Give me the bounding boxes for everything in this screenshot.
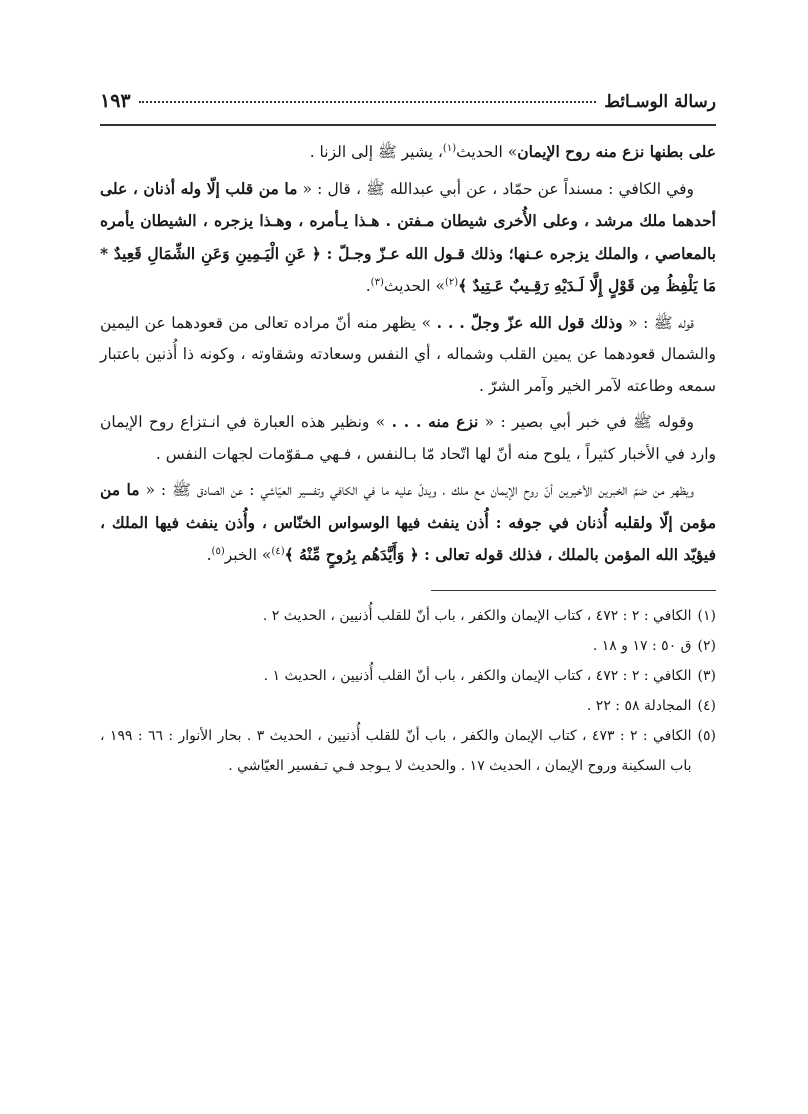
footnote-number: (٤)	[697, 697, 716, 714]
footnote-ref: (١)	[442, 142, 457, 154]
quoted-text: على بطنها نزع منه روح الإيمان	[517, 142, 716, 161]
quoted-text: وذلك قول الله عزّ وجلّ . . .	[436, 312, 623, 332]
footnote-item	[100, 631, 716, 661]
footnote-text: ق ٥٠ : ١٧ و ١٨ .	[592, 637, 692, 654]
header-dot-leader	[139, 101, 597, 103]
text-run: » ونظير هذه العبارة في انـتزاع روح الإيمان وارد في الأخبار كثيراً ، يلوح منه أنّ لها اتّحاد مّا بـالنفس ، فـهي مـقوّمات لجهات النفس .	[100, 413, 716, 463]
footnote-ref: (٥)	[211, 545, 225, 557]
text-run: » الحديث	[456, 143, 518, 161]
running-header	[100, 90, 716, 118]
text-run: » الحديث	[383, 277, 445, 295]
text-run: ، يشير ﷺ إلى الزنا .	[309, 143, 443, 161]
footnote-ref: (٢)	[444, 276, 459, 288]
paragraph-p4	[100, 406, 716, 470]
footnote-ref: (٣)	[370, 276, 384, 288]
footnote-item	[100, 721, 716, 781]
paragraph-p2	[100, 173, 716, 303]
paragraph-p1	[100, 136, 716, 169]
quoted-text: ما من قلب إلّا وله أذنان ، على أحدهما ملك مرشد ، وعلى الأُخرى شيطان مـفتن . هـذا يـأمره ، وهـذا يزجره ، الشيطان يأمره بالمعاصي ، والملك يزجره عـنها؛ وذلك قـول الله عـزّ وجـلّ : ﴿ عَنِ الْيَـمِينِ وَعَنِ الشِّمَالِ قَعِيدٌ * مَا يَلْفِظُ مِن قَوْلٍ إِلَّا لَـدَيْهِ رَقِـيبٌ عَـتِيدٌ ﴾	[100, 178, 716, 295]
footnote-text: الكافي : ٢ : ٤٧٢ ، كتاب الإيمان والكفر ، باب أنّ القلب أُذنيين ، الحديث ١ .	[263, 667, 692, 684]
text-run: .	[206, 546, 212, 564]
footnote-ref: (٤)	[271, 545, 285, 557]
running-title: رسالة الوسـائط	[604, 92, 716, 112]
text-run: » يظهر منه أنّ مراده تعالى من قعودهما عن اليمين والشمال قعودهما عن يمين القلب وشماله ، أي النفس وسعادته وشقاوته ، وكونه ذا أُذنين باعتبار سمعه وطاعته لآمر الخير وآمر الشرّ .	[100, 313, 716, 395]
footnote-number: (٣)	[697, 667, 716, 684]
text-run: » الخبر	[224, 546, 272, 564]
text-run: وقوله ﷺ في خبر أبي بصير : «	[478, 413, 694, 431]
quoted-text: ما من مؤمن إلّا ولقلبه أُذنان في جوفه : أُذن ينفث فيها الوسواس الخنّاس ، وأُذن ينفث فيها الملك ، فيؤيّد الله المؤمن بالملك ، فذلك قوله تعالى : ﴿ وَأَيَّدَهُم بِرُوحٍ مِّنْهُ ﴾	[100, 480, 716, 564]
footnote-text: الكافي : ٢ : ٤٧٣ ، كتاب الإيمان والكفر ، باب أنّ للقلب أُذنيين ، الحديث ٣ . بحار الأنوار : ٦٦ : ١٩٩ ، باب السكينة وروح الإيمان ، الحديث ١٧ . والحديث لا يـوجد فـي تـفسير العيّاشي .	[100, 727, 692, 774]
text-run: قوله ﷺ : «	[622, 313, 694, 332]
footnote-text: المجادلة ٥٨ : ٢٢ .	[586, 697, 692, 714]
page-number: ١٩٣	[100, 90, 131, 112]
text-run: ويظهر من ضمّ الخبرين الأخيرين أنّ روح الإيمان مع ملك ، ويدلّ عليه ما في الكافي وتفسير العيّاشي : عن الصادق ﷺ : «	[139, 481, 694, 499]
header-rule	[100, 124, 716, 126]
footnote-text: الكافي : ٢ : ٤٧٢ ، كتاب الإيمان والكفر ، باب أنّ للقلب أُذنيين ، الحديث ٢ .	[262, 607, 692, 624]
main-text	[100, 136, 716, 572]
footnote-number: (٢)	[697, 637, 716, 654]
footnotes	[100, 601, 716, 781]
footnote-number: (٥)	[697, 727, 716, 744]
paragraph-p5	[100, 474, 716, 572]
book-page	[100, 90, 716, 781]
footnote-number: (١)	[697, 607, 716, 624]
text-run: .	[365, 277, 371, 295]
footnote-item	[100, 661, 716, 691]
footnote-item	[100, 601, 716, 631]
footnote-item	[100, 691, 716, 721]
text-run: وفي الكافي : مسنداً عن حمّاد ، عن أبي عبدالله ﷺ ، قال : «	[297, 179, 694, 198]
quoted-text: نزع منه . . .	[391, 412, 479, 431]
footnote-separator	[431, 590, 716, 591]
paragraph-p3	[100, 307, 716, 403]
